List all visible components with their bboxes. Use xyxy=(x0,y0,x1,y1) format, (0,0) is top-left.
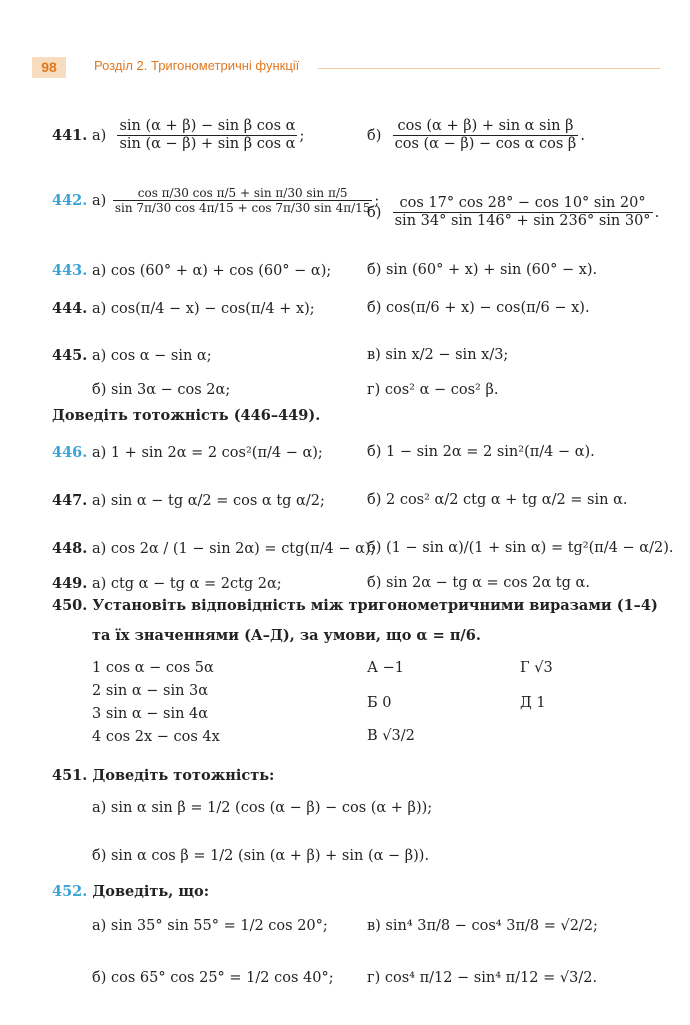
list-item: 2 sin α − sin 3α xyxy=(92,683,209,699)
problem-446: 446. а) 1 + sin 2α = 2 cos²(π/4 − α); xyxy=(52,444,323,461)
problem-452-b: б) cos 65° cos 25° = 1/2 cos 40°; xyxy=(92,970,334,986)
page-number: 98 xyxy=(32,57,66,78)
problem-445-b: б) sin 3α − cos 2α; xyxy=(92,382,231,398)
problem-451: 451. Доведіть тотожність: xyxy=(52,767,275,784)
problem-449-b: б) sin 2α − tg α = cos 2α tg α. xyxy=(367,575,590,591)
problem-444-b: б) cos(π/6 + x) − cos(π/6 − x). xyxy=(367,300,590,316)
problem-447-b: б) 2 cos² α/2 ctg α + tg α/2 = sin α. xyxy=(367,492,628,508)
section-title: Розділ 2. Тригонометричні функції xyxy=(94,58,300,73)
problem-452-g: г) cos⁴ π/12 − sin⁴ π/12 = √3/2. xyxy=(367,970,598,986)
problem-443-b: б) sin (60° + x) + sin (60° − x). xyxy=(367,262,598,278)
problem-448: 448. а) cos 2α / (1 − sin 2α) = ctg(π/4 − α); xyxy=(52,540,376,557)
answer-a: А −1 xyxy=(367,660,404,676)
problem-452-v: в) sin⁴ 3π/8 − cos⁴ 3π/8 = √2/2; xyxy=(367,918,598,934)
prove-heading: Доведіть тотожність (446–449). xyxy=(52,407,321,424)
problem-443: 443. а) cos (60° + α) + cos (60° − α); xyxy=(52,262,332,279)
problem-446-b: б) 1 − sin 2α = 2 sin²(π/4 − α). xyxy=(367,444,595,460)
problem-441: 441. а) $\frac{\text{sin (α + β) − sin β cos α}}{\text{sin (α − β) + sin β cos α}}$ ; xyxy=(52,118,305,153)
fraction: $\frac{\text{sin (α + β) − sin β cos α}}{\text{sin (α − β) + sin β cos α}}$ xyxy=(119,118,296,153)
problem-449: 449. а) ctg α − tg α = 2ctg 2α; xyxy=(52,575,282,592)
fraction: $\frac{\text{cos (α + β) + sin α sin β}}{\text{cos (α − β) − cos α cos β}}$ xyxy=(394,118,577,153)
problem-452: 452. Доведіть, що: xyxy=(52,883,210,900)
problem-448-b: б) (1 − sin α)/(1 + sin α) = tg²(π/4 − α/2). xyxy=(367,540,674,556)
problem-450: 450. Установіть відповідність між тригонометричними виразами (1–4) xyxy=(52,597,658,614)
list-item: 1 cos α − cos 5α xyxy=(92,660,214,676)
list-item: 4 cos 2x − cos 4x xyxy=(92,729,220,745)
problem-452-a: а) sin 35° sin 55° = 1/2 cos 20°; xyxy=(92,918,328,934)
header-rule xyxy=(318,68,660,69)
problem-450-line2: та їх значеннями (А–Д), за умови, що α = π/6. xyxy=(92,627,481,644)
problem-447: 447. а) sin α − tg α/2 = cos α tg α/2; xyxy=(52,492,325,509)
problem-444: 444. а) cos(π/4 − x) − cos(π/4 + x); xyxy=(52,300,315,317)
problem-451-a: а) sin α sin β = 1/2 (cos (α − β) − cos (α + β)); xyxy=(92,800,433,816)
list-item: 3 sin α − sin 4α xyxy=(92,706,209,722)
problem-442-b: б) $\frac{\cos 17^\circ \cos 28^\circ - \cos 10^\circ \sin 20^\circ}{\sin 34^\circ \sin 146^\circ + \sin 236^\circ \sin 30^\circ}$ . xyxy=(367,195,660,230)
problem-445-g: г) cos² α − cos² β. xyxy=(367,382,499,398)
problem-445: 445. а) cos α − sin α; xyxy=(52,347,212,364)
answer-g: Г √3 xyxy=(520,660,553,676)
fraction: $\frac{\cos 17^\circ \cos 28^\circ - \cos 10^\circ \sin 20^\circ}{\sin 34^\circ \sin 146^\circ + \sin 236^\circ \sin 30^\circ}$ xyxy=(394,195,651,230)
answer-v: В √3/2 xyxy=(367,728,415,744)
answer-b: Б 0 xyxy=(367,695,392,711)
problem-441-b: б) $\frac{\text{cos (α + β) + sin α sin β}}{\text{cos (α − β) − cos α cos β}}$ . xyxy=(367,118,585,153)
answer-d: Д 1 xyxy=(520,695,546,711)
problem-451-b: б) sin α cos β = 1/2 (sin (α + β) + sin (α − β)). xyxy=(92,848,430,864)
problem-445-v: в) sin x/2 − sin x/3; xyxy=(367,347,509,363)
problem-442: 442. а) $\frac{\text{cos π/30 cos π/5 + sin π/30 sin π/5}}{\sin 7\pi/30 \cos 4\pi/15 + \cos 7\pi/30 \sin 4\pi/15}$ ; xyxy=(52,186,380,216)
fraction: $\frac{\text{cos π/30 cos π/5 + sin π/30 sin π/5}}{\sin 7\pi/30 \cos 4\pi/15 + \cos 7\pi/30 \sin 4\pi/15}$ xyxy=(114,186,371,216)
